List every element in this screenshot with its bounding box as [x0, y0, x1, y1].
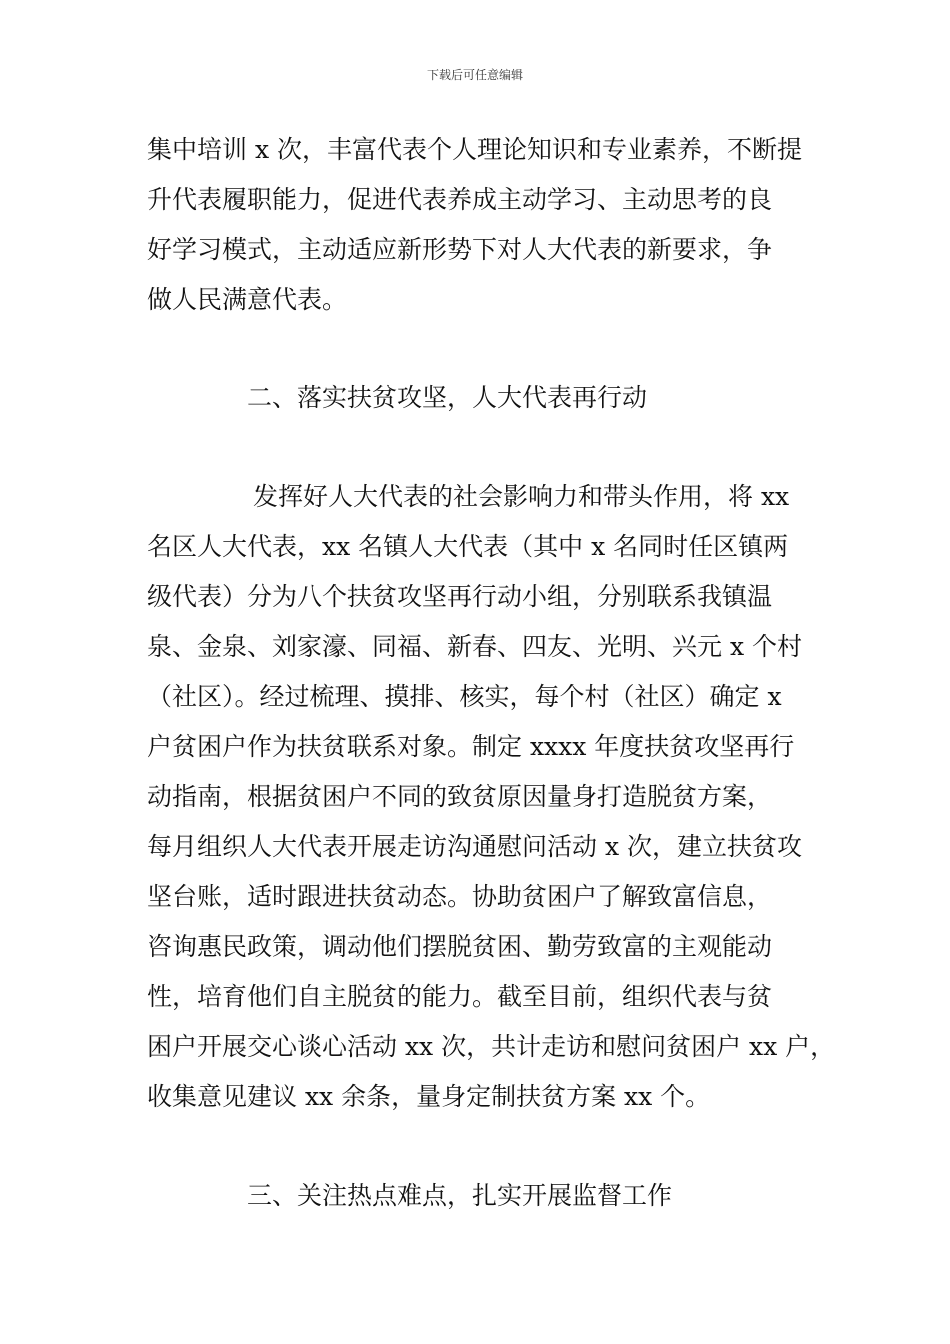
paragraph-line: 名区人大代表，xx 名镇人大代表（其中 x 名同时任区镇两: [147, 532, 789, 561]
paragraph-line: 集中培训 x 次，丰富代表个人理论知识和专业素养，不断提: [147, 135, 802, 164]
section-heading-3: 三、关注热点难点，扎实开展监督工作: [247, 1181, 673, 1210]
paragraph-line: 级代表）分为八个扶贫攻坚再行动小组，分别联系我镇温: [147, 582, 773, 611]
page-header-note: 下载后可任意编辑: [426, 68, 523, 82]
paragraph-line: 咨询惠民政策，调动他们摆脱贫困、勤劳致富的主观能动: [147, 932, 773, 961]
paragraph-line: 困户开展交心谈心活动 xx 次，共计走访和慰问贫困户 xx 户，: [147, 1032, 836, 1061]
paragraph-line: 升代表履职能力，促进代表养成主动学习、主动思考的良: [147, 185, 773, 214]
paragraph-line: （社区）。经过梳理、摸排、核实，每个村（社区）确定 x: [147, 682, 782, 711]
paragraph-line: 性，培育他们自主脱贫的能力。截至目前，组织代表与贫: [147, 982, 773, 1011]
paragraph-line: 坚台账，适时跟进扶贫动态。协助贫困户了解致富信息，: [147, 882, 773, 911]
paragraph-line: 发挥好人大代表的社会影响力和带头作用，将 xx: [253, 482, 790, 511]
paragraph-line: 每月组织人大代表开展走访沟通慰问活动 x 次，建立扶贫攻: [147, 832, 802, 861]
paragraph-line: 户贫困户作为扶贫联系对象。制定 xxxx 年度扶贫攻坚再行: [147, 732, 795, 761]
paragraph-line: 好学习模式，主动适应新形势下对人大代表的新要求，争: [147, 235, 773, 264]
paragraph-line: 做人民满意代表。: [147, 285, 348, 314]
paragraph-line: 泉、金泉、刘家濠、同福、新春、四友、光明、兴元 x 个村: [147, 632, 802, 661]
section-heading-2: 二、落实扶贫攻坚，人大代表再行动: [247, 383, 648, 412]
paragraph-line: 动指南，根据贫困户不同的致贫原因量身打造脱贫方案，: [147, 782, 773, 811]
paragraph-line: 收集意见建议 xx 余条，量身定制扶贫方案 xx 个。: [147, 1082, 711, 1111]
